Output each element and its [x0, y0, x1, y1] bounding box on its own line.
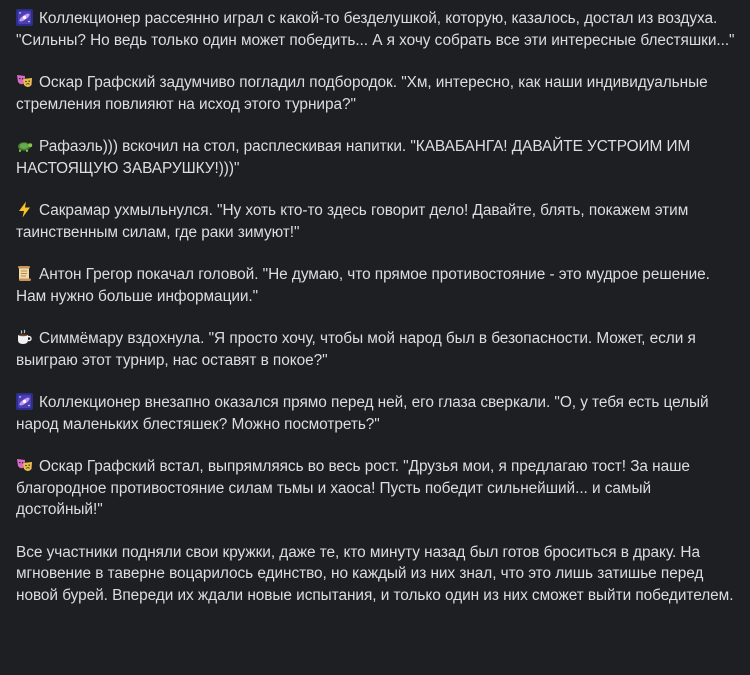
message-simmemaru: [16, 328, 736, 371]
lightning-icon: [16, 201, 33, 218]
message-collector-1: [16, 8, 736, 51]
message-sakramar: [16, 200, 736, 243]
message-oscar-2: [16, 456, 736, 521]
galaxy-icon: [16, 9, 33, 26]
scroll-icon: [16, 265, 33, 282]
theater-masks-icon: [16, 457, 33, 474]
message-anton: [16, 264, 736, 307]
turtle-icon: [16, 137, 33, 154]
message-text: Оскар Графский встал, выпрямляясь во весь рост. "Друзья мои, я предлагаю тост! За наше благородное противостояние силам тьмы и хаоса! Пусть победит сильнейший... и самый достойный!": [16, 458, 690, 518]
message-text: Все участники подняли свои кружки, даже те, кто минуту назад был готов броситься в драку. На мгновение в таверне воцарилось единство, но каждый из них знал, что это лишь затишье перед новой бурей. Впереди их ждали новые испытания, и только один из них сможет выйти победителем.: [16, 543, 734, 604]
message-text: Коллекционер рассеянно играл с какой-то безделушкой, которую, казалось, достал из воздуха. "Сильны? Но ведь только один может победить... А я хочу собрать все эти интересные блестяшки...": [16, 10, 735, 49]
message-text: Коллекционер внезапно оказался прямо перед ней, его глаза сверкали. "О, у тебя есть целый народ маленьких блестяшек? Можно посмотреть?": [16, 394, 709, 433]
message-text: Сакрамар ухмыльнулся. "Ну хоть кто-то здесь говорит дело! Давайте, блять, покажем этим таинственным силам, где раки зимуют!": [16, 202, 689, 241]
message-raphael: [16, 136, 736, 179]
message-text: Оскар Графский задумчиво погладил подбородок. "Хм, интересно, как наши индивидуальные стремления повлияют на исход этого турнира?": [16, 74, 708, 113]
hot-beverage-icon: [16, 329, 33, 346]
theater-masks-icon: [16, 73, 33, 90]
message-text: Рафаэль))) вскочил на стол, расплескивая напитки. "КАВАБАНГА! ДАВАЙТЕ УСТРОИМ ИМ НАСТОЯЩУЮ ЗАВАРУШКУ!)))": [16, 138, 691, 177]
message-collector-2: [16, 392, 736, 435]
narration-paragraph: [16, 542, 736, 607]
message-text: Симмёмару вздохнула. "Я просто хочу, чтобы мой народ был в безопасности. Может, если я выиграю этот турнир, нас оставят в покое?": [16, 330, 696, 369]
message-oscar-1: [16, 72, 736, 115]
message-text: Антон Грегор покачал головой. "Не думаю, что прямое противостояние - это мудрое решение. Нам нужно больше информации.": [16, 266, 710, 305]
galaxy-icon: [16, 393, 33, 410]
